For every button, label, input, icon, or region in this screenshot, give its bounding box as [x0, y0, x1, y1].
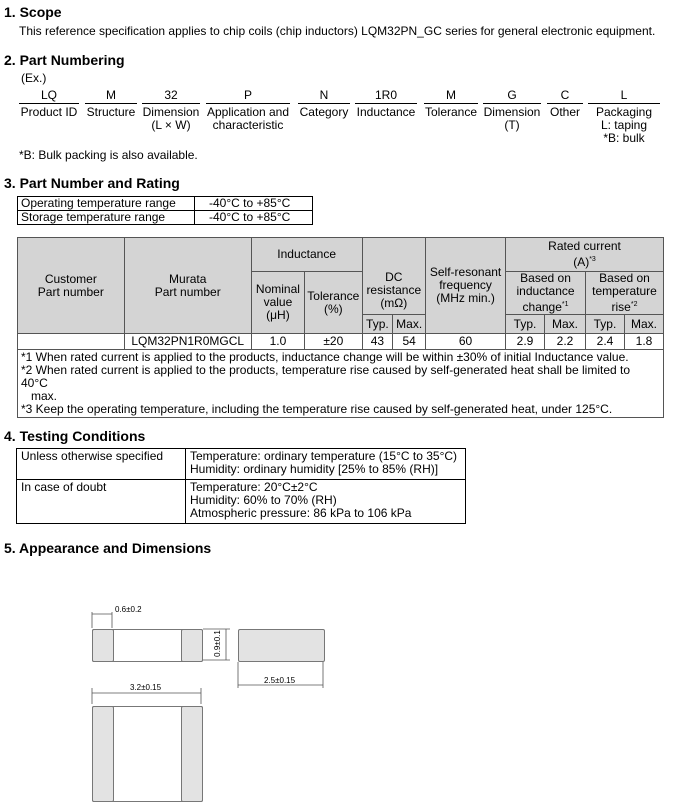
dc-typ-cell: 43 [362, 334, 393, 350]
part-code: C [547, 88, 583, 104]
part-code: M [424, 88, 478, 104]
nominal-header: Nominal value (μH) [251, 272, 304, 334]
part-label: L: taping [600, 118, 648, 132]
storage-temp-value: -40°C to +85°C [195, 211, 313, 225]
murata-header: Murata Part number [124, 238, 251, 334]
storage-temp-label: Storage temperature range [18, 211, 195, 225]
part-label: Dimension [142, 105, 200, 119]
part-code: 1R0 [355, 88, 417, 104]
temp-typ-header: Typ. [586, 315, 625, 334]
part-code: L [588, 88, 660, 104]
ind-typ-header: Typ. [506, 315, 545, 334]
nominal-cell: 1.0 [251, 334, 304, 350]
ind-max-header: Max. [545, 315, 586, 334]
murata-part-cell: LQM32PN1R0MGCL [124, 334, 251, 350]
part-code: P [206, 88, 290, 104]
part-label: Packaging [595, 105, 653, 119]
dim-length: 3.2±0.15 [130, 683, 162, 692]
dc-typ-header: Typ. [362, 315, 393, 334]
customer-header: Customer Part number [18, 238, 125, 334]
part-label: Structure [86, 105, 136, 119]
scope-text: This reference specification applies to chip coils (chip inductors) LQM32PN_GC series for general electronic equipment. [19, 24, 656, 38]
part-label: (L × W) [151, 118, 191, 132]
dim-thickness: 0.9±0.1 [212, 630, 222, 657]
part-label: Dimension [483, 105, 541, 119]
operating-temp-value: -40°C to +85°C [195, 197, 313, 211]
rated-current-header: Rated current $(A)^{*3}$ [506, 238, 664, 272]
testing-value-doubt: Temperature: 20°C±2°C Humidity: 60% to 70% (RH) Atmospheric pressure: 86 kPa to 106 kPa [186, 480, 466, 524]
part-label: Product ID [20, 105, 78, 119]
note-1: *1 When rated current is applied to the products, inductance change will be within ±30% of initial Inductance value. [21, 350, 629, 364]
srf-cell: 60 [426, 334, 506, 350]
operating-temp-label: Operating temperature range [18, 197, 195, 211]
temp-typ-cell: 2.4 [586, 334, 625, 350]
testing-label-doubt: In case of doubt [17, 480, 186, 524]
based-inductance-header: Based on inductance change$^{*1}$ [506, 272, 586, 315]
part-code: LQ [19, 88, 79, 104]
part-label: Category [299, 105, 349, 119]
part-code: 32 [142, 88, 200, 104]
note-2a: *2 When rated current is applied to the products, temperature rise caused by self-generated heat shall be limited to 40°C [21, 363, 631, 390]
testing-value-default: Temperature: ordinary temperature (15°C to 35°C) Humidity: ordinary humidity [25% to 85% (RH)] [186, 449, 466, 480]
numbering-example: (Ex.) [21, 71, 47, 85]
ind-max-cell: 2.2 [545, 334, 586, 350]
tolerance-cell: ±20 [305, 334, 362, 350]
dc-max-header: Max. [393, 315, 426, 334]
based-temperature-header: Based on temperature rise$^{*2}$ [586, 272, 664, 315]
part-label: characteristic [212, 118, 284, 132]
temp-max-header: Max. [624, 315, 663, 334]
part-code: M [85, 88, 137, 104]
dim-electrode: 0.6±0.2 [115, 605, 142, 614]
part-label: *B: bulk [603, 131, 645, 145]
dc-resistance-header: DC resistance (mΩ) [362, 238, 426, 315]
rating-heading: 3. Part Number and Rating [4, 175, 180, 191]
dim-width: 2.5±0.15 [264, 676, 296, 685]
note-3: *3 Keep the operating temperature, including the temperature rise caused by self-generated heat, under 125°C. [21, 402, 613, 416]
appearance-heading: 5. Appearance and Dimensions [4, 540, 212, 556]
numbering-heading: 2. Part Numbering [4, 52, 125, 68]
temp-max-cell: 1.8 [624, 334, 663, 350]
inductance-header: Inductance [251, 238, 362, 272]
tolerance-header: Tolerance (%) [305, 272, 362, 334]
testing-label-default: Unless otherwise specified [17, 449, 186, 480]
dc-max-cell: 54 [393, 334, 426, 350]
numbering-note: *B: Bulk packing is also available. [19, 148, 198, 162]
note-2b: max. [31, 389, 58, 403]
part-code: N [298, 88, 350, 104]
part-label: Application and [206, 105, 290, 119]
part-label: Other [549, 105, 580, 119]
testing-heading: 4. Testing Conditions [4, 428, 146, 444]
part-code: G [483, 88, 541, 104]
part-label: (T) [504, 118, 520, 132]
scope-heading: 1. Scope [4, 4, 62, 20]
ind-typ-cell: 2.9 [506, 334, 545, 350]
part-label: Tolerance [424, 105, 478, 119]
part-label: Inductance [356, 105, 416, 119]
srf-header: Self-resonant frequency (MHz min.) [426, 238, 506, 334]
